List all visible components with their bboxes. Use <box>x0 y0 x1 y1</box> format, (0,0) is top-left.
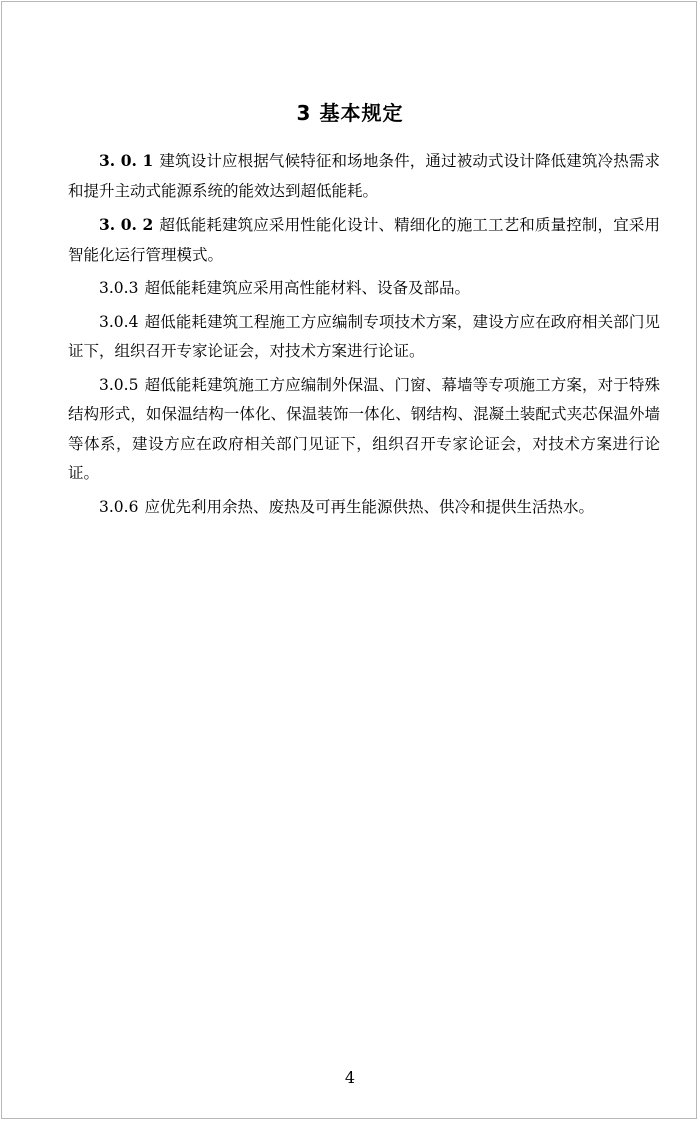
clause-text: 超低能耗建筑应采用高性能材料、设备及部品。 <box>144 279 470 297</box>
clause-number: 3.0.4 <box>99 312 139 331</box>
clause-number: 3.0.5 <box>99 375 139 394</box>
section-title <box>0 99 700 127</box>
clause-number: 3. 0. 2 <box>99 215 154 234</box>
clause-3-0-3 <box>68 274 660 304</box>
clause-number: 3.0.6 <box>99 497 139 516</box>
clause-number: 3. 0. 1 <box>99 151 154 170</box>
clause-text: 应优先利用余热、废热及可再生能源供热、供冷和提供生活热水。 <box>144 497 594 516</box>
clause-3-0-5 <box>68 371 660 489</box>
clause-text: 超低能耗建筑施工方应编制外保温、门窗、幕墙等专项施工方案，对于特殊结构形式，如保温结构一体化、保温装饰一体化、钢结构、混凝土装配式夹芯保温外墙等体系，建设方应在政府相关部门见证下，组织召开专家论证会，对技术方案进行论证。 <box>68 375 660 482</box>
clause-3-0-2 <box>68 210 660 270</box>
clause-3-0-1 <box>68 146 660 206</box>
clause-3-0-6 <box>68 493 660 523</box>
clause-text: 超低能耗建筑工程施工方应编制专项技术方案，建设方应在政府相关部门见证下，组织召开专家论证会，对技术方案进行论证。 <box>68 312 660 360</box>
document-body <box>68 146 660 526</box>
clause-3-0-4 <box>68 308 660 367</box>
clause-text: 超低能耗建筑应采用性能化设计、精细化的施工工艺和质量控制，宜采用智能化运行管理模式。 <box>68 216 660 264</box>
clause-text: 建筑设计应根据气候特征和场地条件，通过被动式设计降低建筑冷热需求和提升主动式能源系统的能效达到超低能耗。 <box>68 152 660 200</box>
section-number: 3 <box>296 101 312 126</box>
clause-number: 3.0.3 <box>99 279 139 297</box>
page-number: 4 <box>344 1068 356 1087</box>
section-title-text: 基本规定 <box>319 101 404 126</box>
